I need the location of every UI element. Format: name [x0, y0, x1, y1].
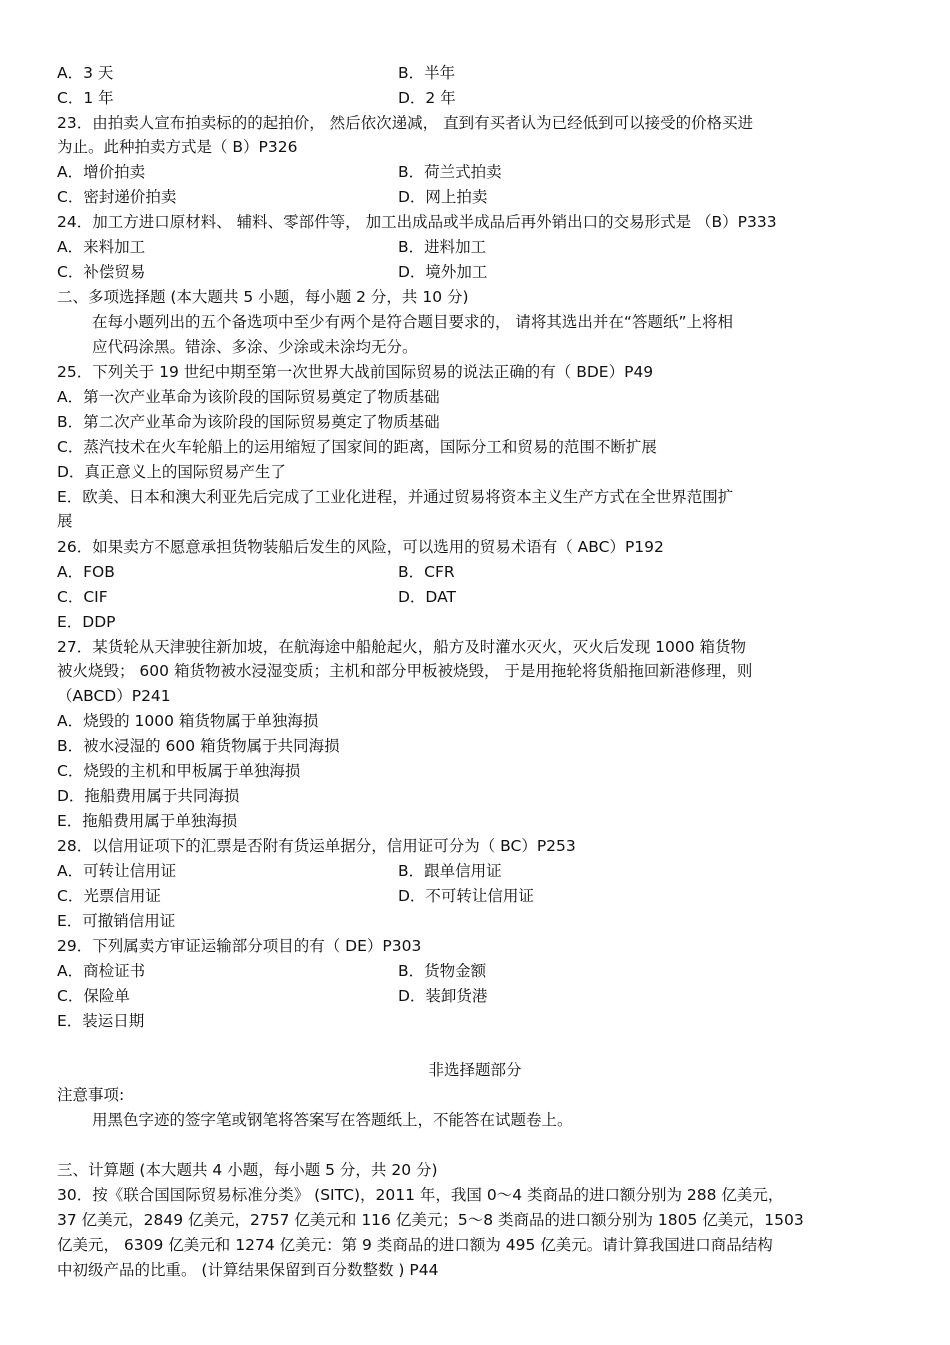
q23-stem-line1: 23．由拍卖人宣布拍卖标的的起拍价， 然后依次递减， 直到有买者认为已经低到可以接受的价格买进 [57, 114, 754, 132]
q25-stem: 25．下列关于 19 世纪中期至第一次世界大战前国际贸易的说法正确的有（ BDE）P49 [57, 363, 654, 381]
q27-stem-line1: 27．某货轮从天津驶往新加坡，在航海途中船舱起火，船方及时灌水灭火，灭火后发现 1000 箱货物 [57, 638, 747, 656]
q29-option-a: A．商检证书 [57, 962, 146, 980]
q29-option-e: E．装运日期 [57, 1012, 145, 1030]
q28-option-a: A．可转让信用证 [57, 862, 177, 880]
note-text: 用黑色字迹的签字笔或钢笔将答案写在答题纸上，不能答在试题卷上。 [92, 1111, 573, 1129]
q30-line4: 中初级产品的比重。 (计算结果保留到百分数整数 ) P44 [57, 1261, 439, 1279]
section2-title: 二、多项选择题 (本大题共 5 小题，每小题 2 分，共 10 分) [57, 288, 469, 306]
q29-option-d: D．装卸货港 [398, 987, 488, 1005]
q25-option-c: C．蒸汽技术在火车轮船上的运用缩短了国家间的距离，国际分工和贸易的范围不断扩展 [57, 438, 657, 456]
q23-option-b: B．荷兰式拍卖 [398, 163, 502, 181]
q25-option-e-line1: E．欧美、日本和澳大利亚先后完成了工业化进程，并通过贸易将资本主义生产方式在全世界范围扩 [57, 488, 734, 506]
q27-option-b: B．被水浸湿的 600 箱货物属于共同海损 [57, 737, 340, 755]
q26-option-d: D．DAT [398, 588, 456, 606]
q30-line2: 37 亿美元，2849 亿美元，2757 亿美元和 116 亿美元；5～8 类商品的进口额分别为 1805 亿美元，1503 [57, 1211, 804, 1229]
section2-instruction-line1: 在每小题列出的五个备选项中至少有两个是符合题目要求的， 请将其选出并在“答题纸”上将相 [92, 313, 733, 331]
q28-option-b: B．跟单信用证 [398, 862, 502, 880]
q27-option-c: C．烧毁的主机和甲板属于单独海损 [57, 762, 301, 780]
q29-option-c: C．保险单 [57, 987, 130, 1005]
q25-option-d: D．真正意义上的国际贸易产生了 [57, 463, 286, 481]
note-title: 注意事项: [57, 1086, 125, 1104]
q26-option-e: E．DDP [57, 613, 116, 631]
q28-option-d: D．不可转让信用证 [398, 887, 534, 905]
q24-option-b: B．进料加工 [398, 238, 487, 256]
q30-line1: 30．按《联合国国际贸易标准分类》 (SITC)，2011 年，我国 0～4 类商品的进口额分别为 288 亿美元， [57, 1186, 784, 1204]
q27-option-d: D．拖船费用属于共同海损 [57, 787, 240, 805]
q22-option-d: D．2 年 [398, 89, 456, 107]
q26-option-b: B．CFR [398, 563, 455, 581]
section3-title: 三、计算题 (本大题共 4 小题，每小题 5 分，共 20 分) [57, 1161, 438, 1179]
q29-option-b: B．货物金额 [398, 962, 487, 980]
q23-option-d: D．网上拍卖 [398, 188, 488, 206]
q25-option-e-line2: 展 [57, 512, 73, 530]
q25-option-b: B．第二次产业革命为该阶段的国际贸易奠定了物质基础 [57, 413, 440, 431]
q26-option-a: A．FOB [57, 563, 115, 581]
q23-option-c: C．密封递价拍卖 [57, 188, 177, 206]
q26-stem: 26．如果卖方不愿意承担货物装船后发生的风险，可以选用的贸易术语有（ ABC）P192 [57, 538, 664, 556]
q27-option-a: A．烧毁的 1000 箱货物属于单独海损 [57, 712, 319, 730]
q22-option-a: A．3 天 [57, 64, 114, 82]
q29-stem: 29．下列属卖方审证运输部分项目的有（ DE）P303 [57, 937, 422, 955]
section2-instruction-line2: 应代码涂黑。错涂、多涂、少涂或未涂均无分。 [92, 338, 418, 356]
q25-option-a: A．第一次产业革命为该阶段的国际贸易奠定了物质基础 [57, 388, 440, 406]
q30-line3: 亿美元， 6309 亿美元和 1274 亿美元：第 9 类商品的进口额为 495 亿美元。请计算我国进口商品结构 [57, 1236, 773, 1254]
non-choice-heading: 非选择题部分 [428, 1061, 522, 1079]
q24-option-d: D．境外加工 [398, 263, 488, 281]
q27-option-e: E．拖船费用属于单独海损 [57, 812, 238, 830]
q27-stem-line2: 被火烧毁； 600 箱货物被水浸湿变质；主机和部分甲板被烧毁， 于是用拖轮将货船拖回新港修理，则 [57, 662, 753, 680]
q23-option-a: A．增价拍卖 [57, 163, 146, 181]
q27-stem-line3: （ABCD）P241 [57, 687, 171, 705]
q24-option-c: C．补偿贸易 [57, 263, 146, 281]
q24-stem: 24．加工方进口原材料、 辅料、零部件等， 加工出成品或半成品后再外销出口的交易形式是 （B）P333 [57, 213, 777, 231]
q26-option-c: C．CIF [57, 588, 108, 606]
q22-option-c: C．1 年 [57, 89, 114, 107]
q22-option-b: B．半年 [398, 64, 456, 82]
q28-option-e: E．可撤销信用证 [57, 912, 176, 930]
q28-option-c: C．光票信用证 [57, 887, 161, 905]
q23-stem-line2: 为止。此种拍卖方式是（ B）P326 [57, 138, 298, 156]
q28-stem: 28．以信用证项下的汇票是否附有货运单据分，信用证可分为（ BC）P253 [57, 837, 576, 855]
q24-option-a: A．来料加工 [57, 238, 146, 256]
